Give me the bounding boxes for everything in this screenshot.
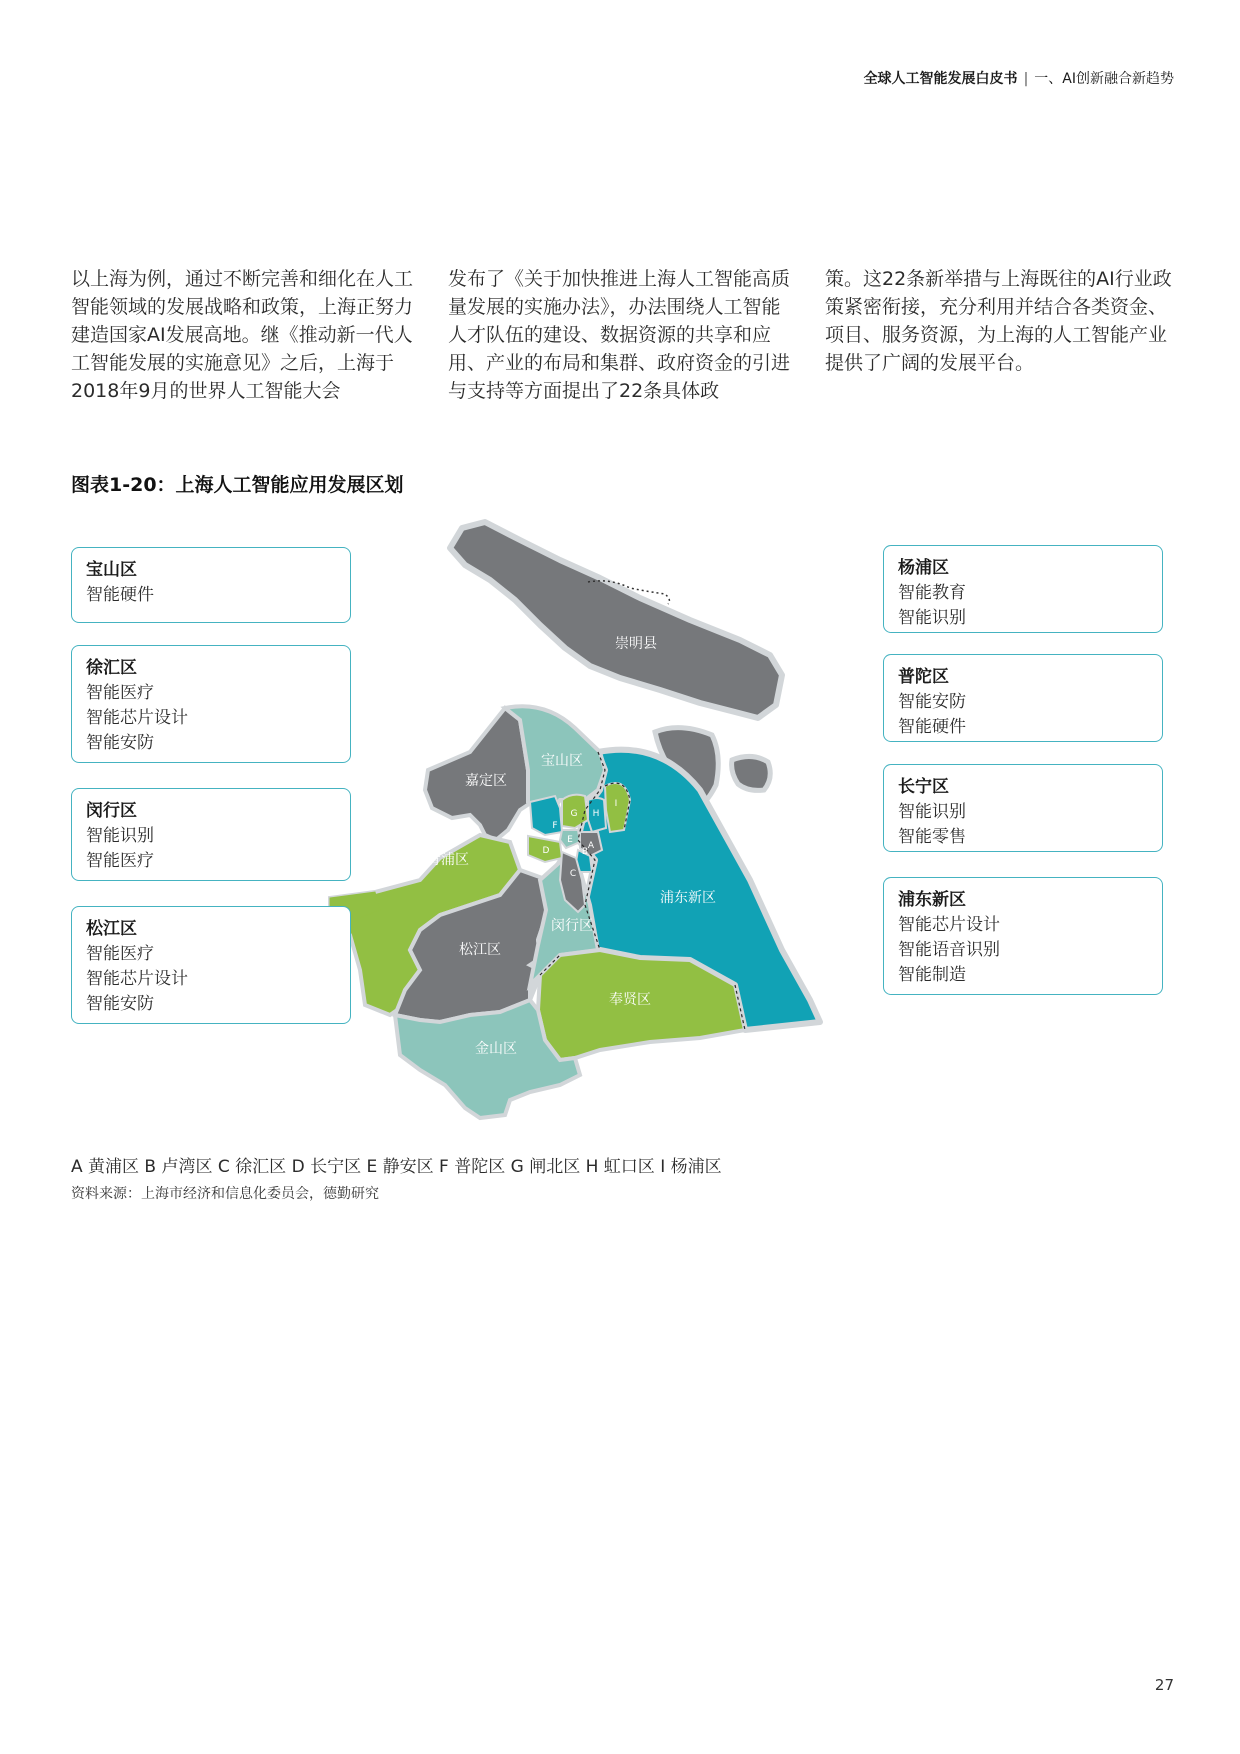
callout-district-name: 宝山区 [86, 560, 137, 580]
callout-item: 智能识别 [898, 802, 966, 822]
callout-district-name: 杨浦区 [898, 558, 949, 578]
map-label-jinshan: 金山区 [475, 1041, 517, 1057]
callout-item: 智能制造 [898, 965, 966, 985]
map-label-songjiang: 松江区 [459, 942, 501, 958]
body-text-column-2: 发布了《关于加快推进上海人工智能高质量发展的实施办法》，办法围绕人工智能人才队伍的建设、数据资源的共享和应用、产业的布局和集群、政府资金的引进与支持等方面提出了22条具体政 [448, 268, 791, 402]
callout-item: 智能教育 [898, 583, 966, 603]
map-region-hengsha-island [732, 756, 771, 790]
map-label-chongming: 崇明县 [615, 636, 657, 652]
map-label-C: C [569, 869, 577, 879]
callout-item: 智能安防 [86, 994, 154, 1014]
callout-box-putuo [883, 654, 1163, 742]
map-region-chongming [450, 522, 782, 718]
callout-item: 智能医疗 [86, 851, 154, 871]
figure-title: 图表1-20：上海人工智能应用发展区划 [71, 474, 404, 496]
callout-item: 智能芯片设计 [86, 969, 188, 989]
report-title: 全球人工智能发展白皮书 [863, 71, 1018, 87]
callout-box-baoshan [71, 547, 351, 623]
header-separator: | [1023, 71, 1029, 87]
callout-item: 智能医疗 [86, 944, 154, 964]
callout-box-changning [883, 764, 1163, 852]
map-label-E: E [567, 835, 573, 845]
map-label-D: D [542, 846, 550, 856]
map-label-G: G [570, 809, 578, 819]
map-label-pudong: 浦东新区 [660, 890, 716, 906]
callout-item: 智能语音识别 [898, 940, 1000, 960]
map-label-fengxian: 奉贤区 [609, 992, 651, 1008]
callout-district-name: 普陀区 [898, 667, 949, 687]
map-legend: A 黄浦区 B 卢湾区 C 徐汇区 D 长宁区 E 静安区 F 普陀区 G 闸北区 H 虹口区 I 杨浦区 [71, 1157, 722, 1177]
callout-district-name: 闵行区 [86, 801, 137, 821]
callout-district-name: 松江区 [86, 919, 137, 939]
callout-item: 智能安防 [898, 692, 966, 712]
callout-item: 智能零售 [898, 827, 966, 847]
callout-box-xuhui [71, 645, 351, 763]
body-text-column-3: 策。这22条新举措与上海既往的AI行业政策紧密衔接，充分利用并结合各类资金、项目、服务资源，为上海的人工智能产业提供了广阔的发展平台。 [825, 268, 1172, 374]
map-label-A: A [587, 841, 595, 851]
page-number: 27 [1154, 1676, 1174, 1694]
callout-item: 智能硬件 [86, 585, 154, 605]
callout-item: 智能识别 [86, 826, 154, 846]
map-label-I: I [614, 799, 618, 809]
section-title: 一、AI创新融合新趋势 [1034, 71, 1174, 87]
callout-item: 智能芯片设计 [86, 708, 188, 728]
map-label-H: H [592, 809, 600, 819]
callout-item: 智能识别 [898, 608, 966, 628]
map-label-minhang: 闵行区 [551, 918, 593, 934]
callout-item: 智能硬件 [898, 717, 966, 737]
figure-source: 资料来源：上海市经济和信息化委员会，德勤研究 [71, 1186, 379, 1202]
body-text-column-1: 以上海为例，通过不断完善和细化在人工智能领域的发展战略和政策，上海正努力建造国家AI发展高地。继《推动新一代人工智能发展的实施意见》之后，上海于2018年9月的世界人工智能大会 [71, 268, 414, 402]
callout-box-yangpu [883, 545, 1163, 633]
callout-item: 智能安防 [86, 733, 154, 753]
callout-district-name: 长宁区 [898, 777, 949, 797]
callout-box-songjiang [71, 906, 351, 1024]
callout-district-name: 浦东新区 [898, 890, 966, 910]
map-label-jiading: 嘉定区 [465, 773, 507, 789]
map-label-B: B [581, 847, 589, 857]
map-label-qingpu: 青浦区 [427, 852, 469, 868]
callout-box-pudong [883, 877, 1163, 995]
callout-box-minhang [71, 788, 351, 881]
map-label-F: F [552, 821, 558, 831]
callout-item: 智能医疗 [86, 683, 154, 703]
callout-district-name: 徐汇区 [86, 658, 137, 678]
callout-item: 智能芯片设计 [898, 915, 1000, 935]
map-label-baoshan: 宝山区 [541, 753, 583, 769]
